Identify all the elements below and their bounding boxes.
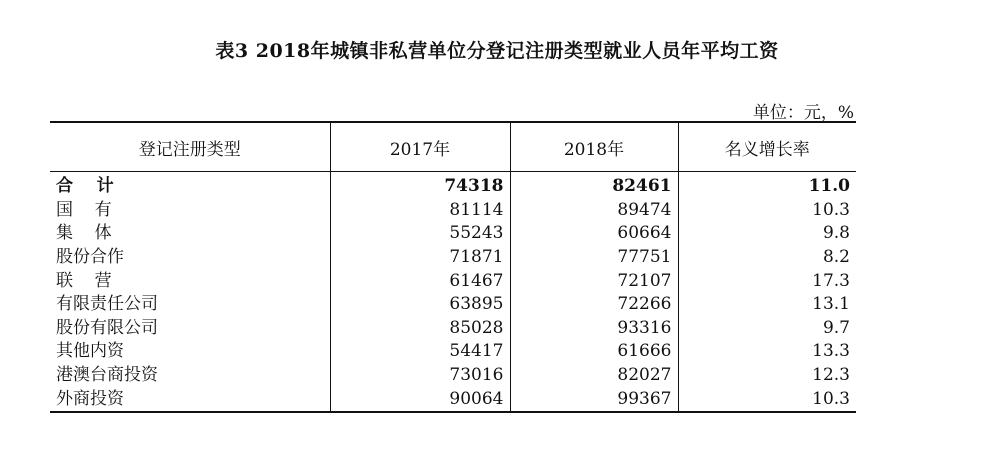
cell-2018: 93316 (510, 317, 678, 341)
header-growth-rate: 名义增长率 (678, 122, 856, 172)
table-row (50, 340, 856, 364)
cell-2017: 55243 (330, 222, 510, 246)
header-2017: 2017年 (330, 122, 510, 172)
row-name: 股份合作 (56, 247, 124, 268)
header-registration-type: 登记注册类型 (138, 139, 241, 160)
table-row (50, 222, 856, 246)
table-row (50, 387, 856, 412)
cell-growth: 13.3 (678, 340, 856, 364)
cell-2017: 63895 (330, 293, 510, 317)
cell-growth: 17.3 (678, 269, 856, 293)
unit-note: 单位：元，% (752, 103, 854, 123)
table-row (50, 269, 856, 293)
cell-2018: 72107 (510, 269, 678, 293)
table-row (50, 317, 856, 341)
table-row (50, 246, 856, 270)
cell-2017: 71871 (330, 246, 510, 270)
cell-2017: 73016 (330, 364, 510, 388)
cell-2018: 72266 (510, 293, 678, 317)
table-row (50, 199, 856, 223)
cell-2018: 99367 (510, 387, 678, 412)
row-name: 合 计 (56, 176, 114, 197)
cell-growth: 10.3 (678, 199, 856, 223)
cell-growth: 13.1 (678, 293, 856, 317)
cell-growth: 10.3 (678, 387, 856, 412)
table-title: 表3 2018年城镇非私营单位分登记注册类型就业人员年平均工资 (215, 40, 779, 62)
table-row-total (50, 172, 856, 199)
wage-table (50, 121, 856, 413)
cell-2018: 82461 (510, 172, 678, 199)
header-2018: 2018年 (510, 122, 678, 172)
cell-2017: 54417 (330, 340, 510, 364)
cell-growth: 8.2 (678, 246, 856, 270)
row-name: 港澳台商投资 (56, 365, 158, 386)
row-name: 联 营 (56, 270, 112, 291)
cell-2017: 81114 (330, 199, 510, 223)
cell-2017: 74318 (330, 172, 510, 199)
cell-growth: 9.7 (678, 317, 856, 341)
cell-2018: 77751 (510, 246, 678, 270)
row-name: 其他内资 (56, 341, 124, 362)
row-name: 国 有 (56, 199, 112, 220)
row-name: 有限责任公司 (56, 294, 158, 315)
cell-growth: 9.8 (678, 222, 856, 246)
row-name: 股份有限公司 (56, 317, 158, 338)
table-row (50, 364, 856, 388)
row-name: 集 体 (56, 223, 112, 244)
cell-2018: 61666 (510, 340, 678, 364)
cell-growth: 11.0 (678, 172, 856, 199)
table-header-row (50, 122, 856, 172)
cell-2018: 60664 (510, 222, 678, 246)
cell-2017: 61467 (330, 269, 510, 293)
row-name: 外商投资 (56, 388, 124, 409)
cell-2018: 89474 (510, 199, 678, 223)
cell-growth: 12.3 (678, 364, 856, 388)
cell-2017: 85028 (330, 317, 510, 341)
cell-2017: 90064 (330, 387, 510, 412)
cell-2018: 82027 (510, 364, 678, 388)
table-row (50, 293, 856, 317)
